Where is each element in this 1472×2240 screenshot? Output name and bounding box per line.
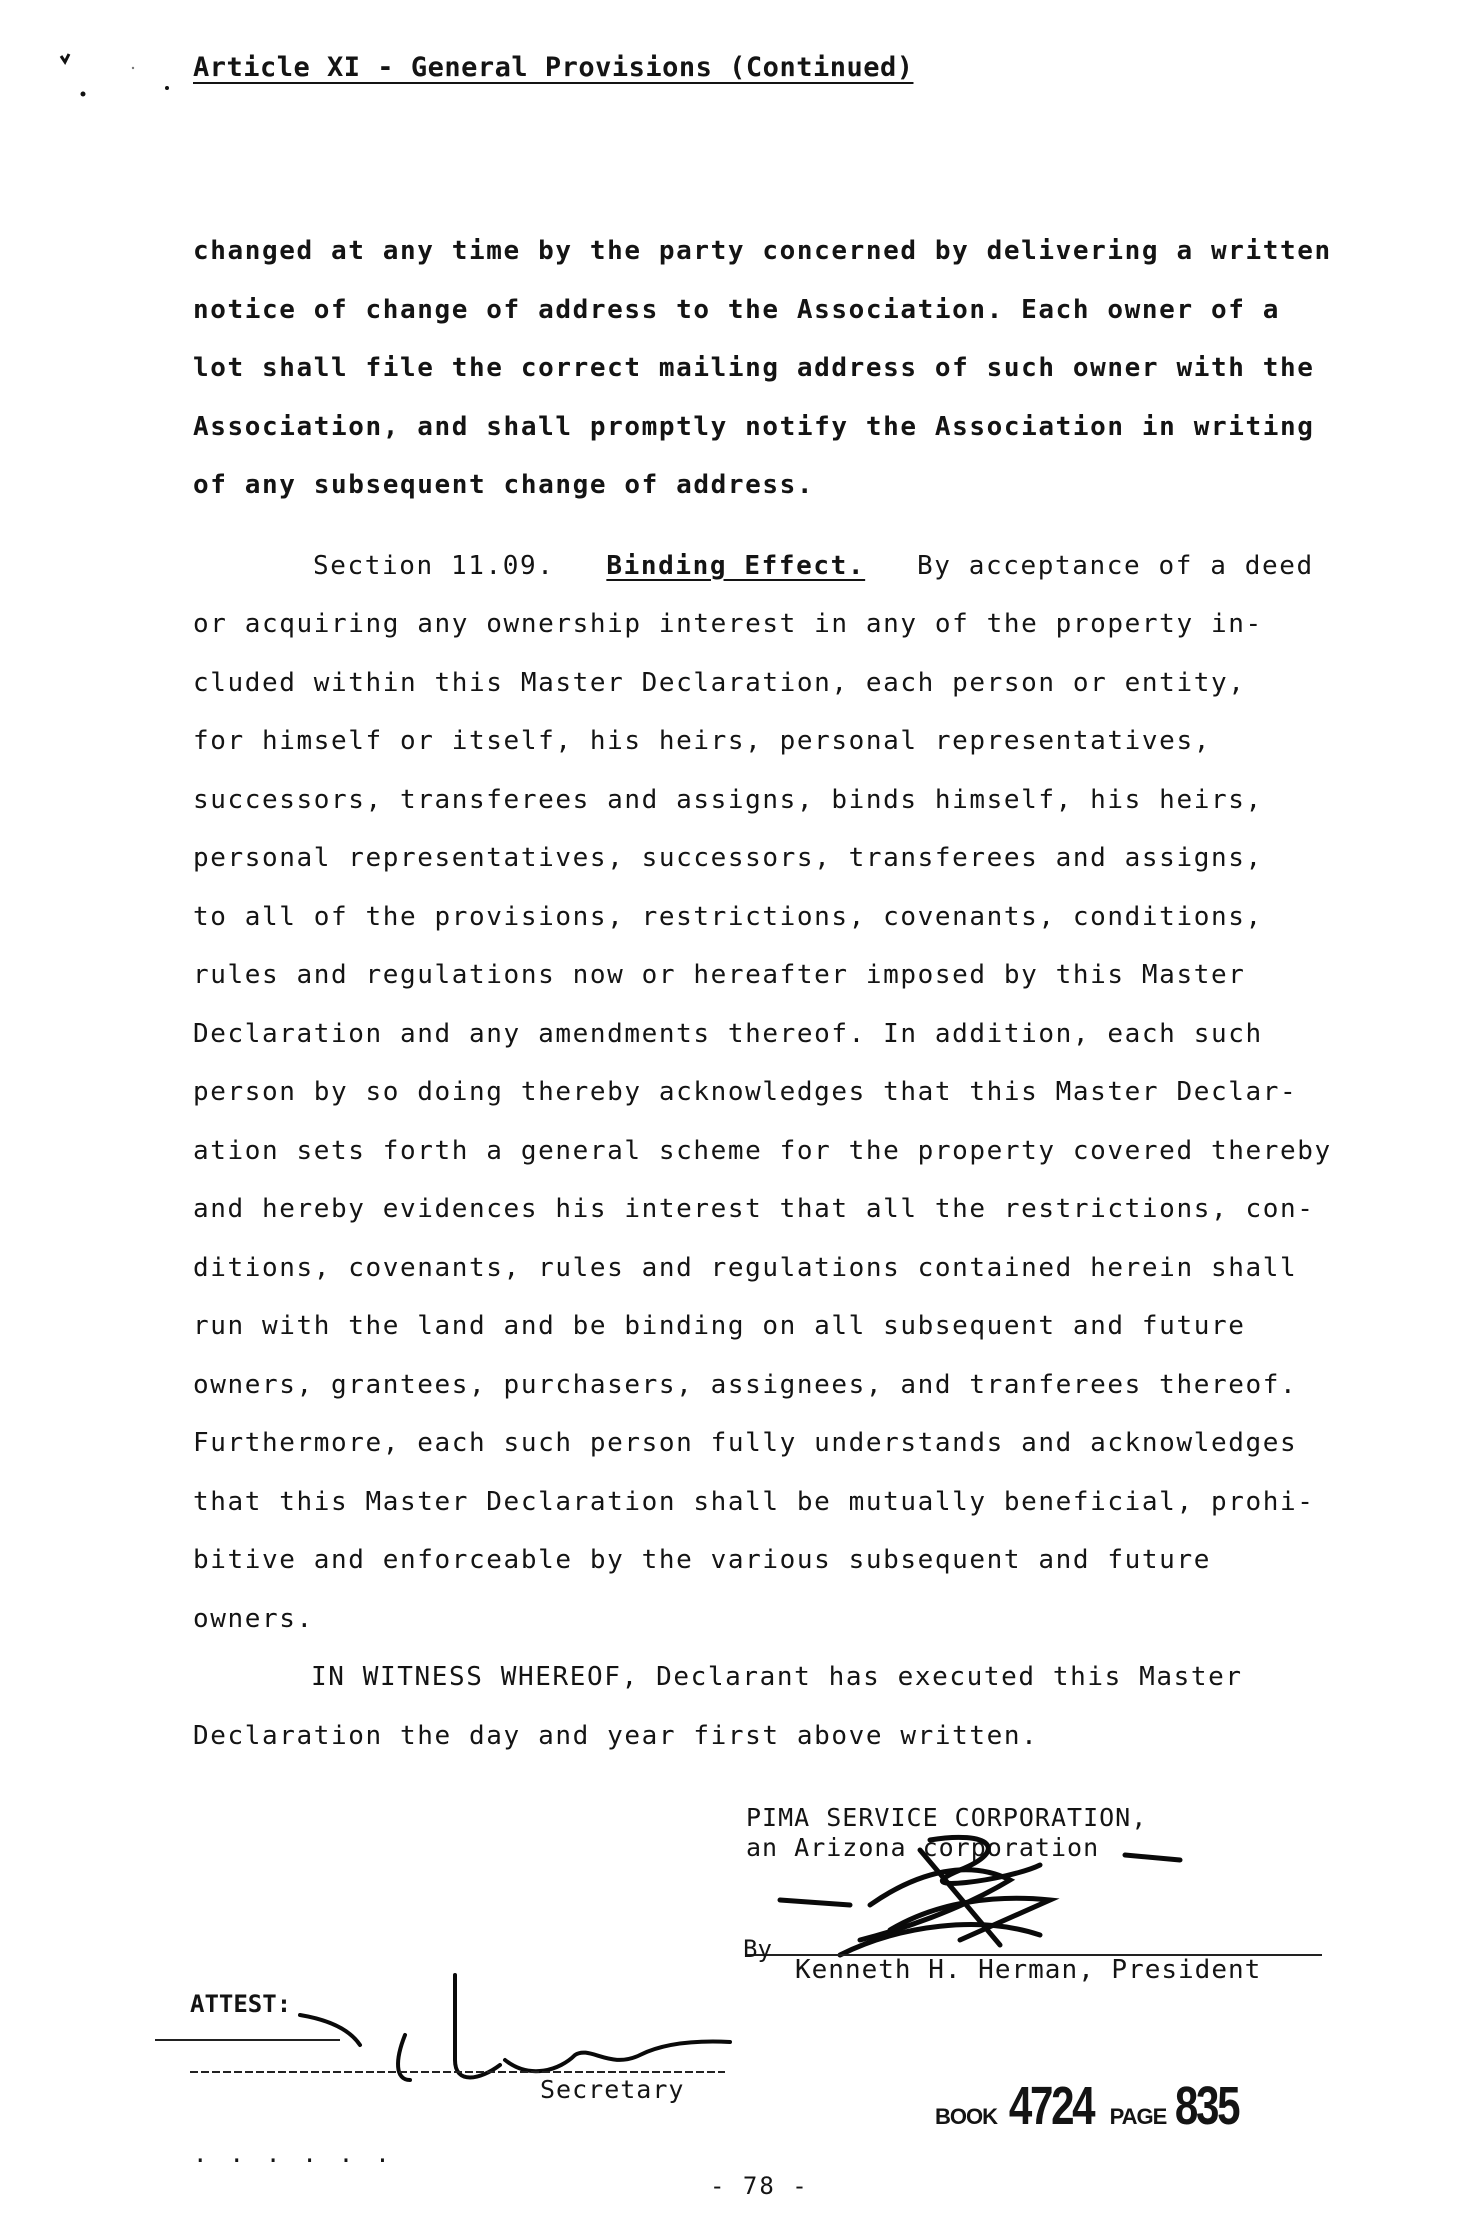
section-line: Declaration and any amendments thereof. In addition, each such xyxy=(193,1018,1263,1049)
section-number: Section 11.09. xyxy=(313,550,555,581)
section-line: to all of the provisions, restrictions, covenants, conditions, xyxy=(193,901,1263,932)
article-header: Article XI - General Provisions (Continued) xyxy=(193,52,914,83)
section-line: owners. xyxy=(193,1603,314,1634)
corporation-name: PIMA SERVICE CORPORATION, xyxy=(746,1803,1148,1832)
section-title: Binding Effect. xyxy=(606,550,866,581)
section-line: successors, transferees and assigns, binds himself, his heirs, xyxy=(193,784,1263,815)
paragraph-line: changed at any time by the party concerned by delivering a written xyxy=(193,236,1332,266)
section-line: rules and regulations now or hereafter imposed by this Master xyxy=(193,960,1246,990)
paragraph-line: notice of change of address to the Association. Each owner of a xyxy=(193,294,1280,325)
book-number: 4724 xyxy=(1008,2076,1094,2136)
by-label: By xyxy=(743,1935,772,1963)
document-body xyxy=(193,222,1363,1765)
section-line: personal representatives, successors, transferees and assigns, xyxy=(193,843,1263,873)
recorded-page-number: 835 xyxy=(1175,2076,1239,2136)
section-line: owners, grantees, purchasers, assignees, and tranferees thereof. xyxy=(193,1369,1298,1400)
book-label: BOOK xyxy=(935,2104,997,2129)
section-first-line: By acceptance of a deed xyxy=(916,550,1314,581)
section-line: and hereby evidences his interest that all the restrictions, con- xyxy=(193,1194,1315,1224)
section-line: Furthermore, each such person fully understands and acknowledges xyxy=(193,1428,1298,1458)
attest-label: ATTEST: xyxy=(190,1990,292,2018)
footer-dots: ...... xyxy=(193,2140,412,2168)
recording-stamp xyxy=(935,2075,1247,2137)
section-line: that this Master Declaration shall be mutually beneficial, prohi- xyxy=(193,1486,1315,1517)
page-number: - 78 - xyxy=(710,2172,809,2200)
corporation-type: an Arizona corporation xyxy=(746,1833,1100,1862)
section-line: person by so doing thereby acknowledges that this Master Declar- xyxy=(193,1077,1298,1107)
section-line: bitive and enforceable by the various subsequent and future xyxy=(193,1545,1211,1575)
corporation-block xyxy=(746,1803,1147,1863)
section-line: cluded within this Master Declaration, each person or entity, xyxy=(193,667,1246,698)
paragraph-line: of any subsequent change of address. xyxy=(193,470,815,500)
paragraph-line: lot shall file the correct mailing address of such owner with the xyxy=(193,353,1315,383)
page-label: PAGE xyxy=(1109,2104,1167,2129)
section-line: run with the land and be binding on all subsequent and future xyxy=(193,1311,1246,1341)
secretary-signature-icon xyxy=(300,1975,730,2080)
section-line: ditions, covenants, rules and regulations contained herein shall xyxy=(193,1252,1298,1283)
section-line: for himself or itself, his heirs, personal representatives, xyxy=(193,726,1211,756)
paragraph-line: Association, and shall promptly notify the Association in writing xyxy=(193,411,1315,442)
section-line: or acquiring any ownership interest in any of the property in- xyxy=(193,609,1263,639)
signer-name: Kenneth H. Herman, President xyxy=(795,1955,1262,1985)
section-heading-line xyxy=(193,537,1363,596)
scan-specks xyxy=(55,48,175,118)
witness-line: Declaration the day and year first above written. xyxy=(193,1720,1039,1751)
witness-line: IN WITNESS WHEREOF, Declarant has executed this Master xyxy=(311,1662,1243,1692)
section-line: ation sets forth a general scheme for the property covered thereby xyxy=(193,1135,1332,1166)
secretary-label: Secretary xyxy=(540,2075,685,2104)
